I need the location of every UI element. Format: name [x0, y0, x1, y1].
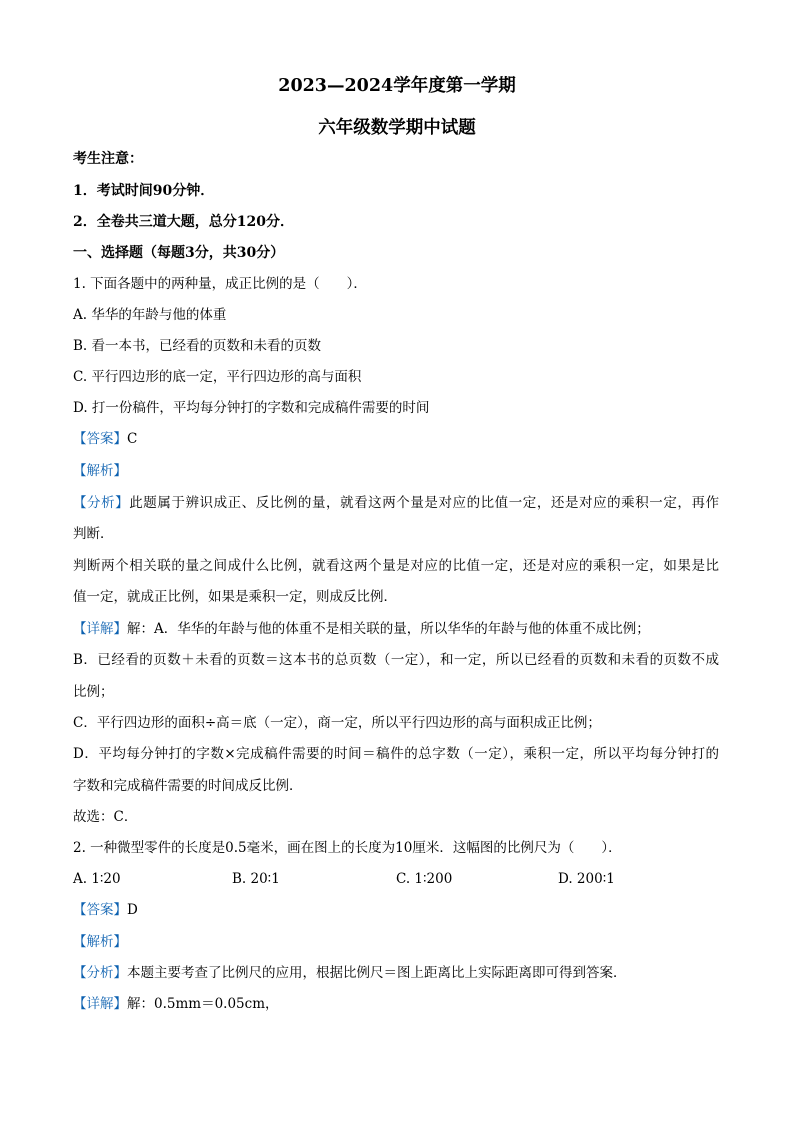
document-subtitle: 六年级数学期中试题 [318, 118, 476, 138]
question-2-stem: 2. 一种微型零件的长度是0.5毫米，画在图上的长度为10厘米．这幅图的比例尺为（ ）． [73, 840, 622, 856]
answer-tag-2: 【答案】 [73, 902, 127, 918]
question-1-option-d: D. 打一份稿件，平均每分钟打的字数和完成稿件需要的时间 [73, 400, 430, 416]
fenxi-tag-2: 【分析】 [73, 965, 127, 981]
question-1-option-a: A. 华华的年龄与他的体重 [73, 307, 227, 323]
question-2-option-b: B. 20∶1 [232, 871, 280, 887]
question-1-fenxi-line-1 [73, 494, 719, 512]
document-title: 2023—2024学年度第一学期 [278, 76, 516, 96]
notice-item-2: 2．全卷共三道大题，总分120分． [73, 214, 294, 230]
fenxi-text-2: 本题主要考查了比例尺的应用，根据比例尺＝图上距离比上实际距离即可得到答案． [127, 965, 627, 981]
question-2-answer [73, 901, 138, 919]
question-1-fenxi-line-2: 判断． [73, 526, 114, 542]
detail-tag-2: 【详解】 [73, 996, 127, 1012]
question-1-option-c: C. 平行四边形的底一定，平行四边形的高与面积 [73, 369, 362, 385]
question-1-option-b: B. 看一本书，已经看的页数和未看的页数 [73, 338, 322, 354]
fenxi-tag: 【分析】 [73, 495, 130, 511]
fenxi-text: 此题属于辨识成正、反比例的量，就看这两个量是对应的比值一定，还是对应的乘积一定，再作 [129, 495, 719, 511]
analysis-tag: 【解析】 [73, 463, 127, 479]
question-1-d-line-2: 字数和完成稿件需要的时间成反比例． [73, 778, 303, 794]
detail-text-2: 解：0.5mm＝0.05cm， [127, 996, 279, 1012]
question-1-c-line: C．平行四边形的面积÷高＝底（一定），商一定，所以平行四边形的高与面积成正比例； [73, 715, 601, 731]
answer-value: C [127, 431, 138, 447]
question-2-option-d: D. 200∶1 [558, 871, 615, 887]
answer-value-2: D [127, 902, 138, 918]
question-1-b-line-2: 比例； [73, 684, 114, 700]
notice-heading: 考生注意： [73, 151, 143, 167]
question-2-option-a: A. 1∶20 [73, 871, 121, 887]
detail-tag: 【详解】 [73, 621, 127, 637]
question-2-detail [73, 995, 279, 1013]
notice-item-1: 1．考试时间90分钟． [73, 183, 215, 199]
question-1-choose: 故选：C． [73, 809, 138, 825]
question-1-para-line-2: 值一定，就成正比例，如果是乘积一定，则成反比例． [73, 589, 397, 605]
question-2-fenxi [73, 964, 627, 982]
question-1-para-line-1: 判断两个相关联的量之间成什么比例，就看这两个量是对应的比值一定，还是对应的乘积一定，如果是比 [73, 558, 719, 574]
section-heading: 一、选择题（每题3分，共30分） [73, 245, 285, 261]
question-1-detail-line [73, 620, 650, 638]
question-1-b-line-1: B．已经看的页数＋未看的页数＝这本书的总页数（一定），和一定，所以已经看的页数和未看的页数不成 [73, 652, 719, 668]
question-2-option-c: C. 1∶200 [396, 871, 453, 887]
answer-tag: 【答案】 [73, 431, 127, 447]
analysis-tag-2: 【解析】 [73, 934, 127, 950]
question-1-answer [73, 430, 137, 448]
question-1-d-line-1: D．平均每分钟打的字数×完成稿件需要的时间＝稿件的总字数（一定），乘积一定，所以平均每分钟打的 [73, 746, 719, 762]
detail-text: 解：A．华华的年龄与他的体重不是相关联的量，所以华华的年龄与他的体重不成比例； [127, 621, 650, 637]
question-1-stem: 1. 下面各题中的两种量，成正比例的是（ ）． [73, 276, 367, 292]
